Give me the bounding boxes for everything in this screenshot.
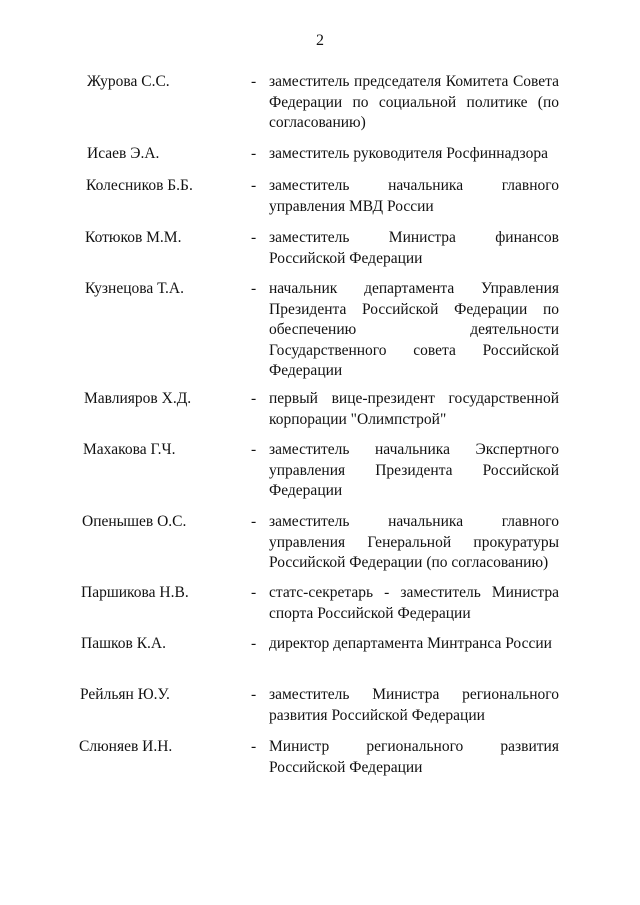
person-role: начальник департамента Управления Президента Российской Федерации по обеспечению деятельности Государственного совета Российской Федерации <box>269 280 559 379</box>
person-role: Министр регионального развития Российской Федерации <box>269 738 559 776</box>
person-role: заместитель начальника главного управления МВД России <box>269 177 559 215</box>
dash-separator: - <box>251 441 257 458</box>
person-name: Исаев Э.А. <box>87 145 160 162</box>
person-role: статс-секретарь - заместитель Министра спорта Российской Федерации <box>269 584 559 622</box>
person-name: Кузнецова Т.А. <box>85 280 184 297</box>
person-role: заместитель председателя Комитета Совета Федерации по социальной политике (по согласованию) <box>269 73 559 131</box>
dash-separator: - <box>251 73 257 90</box>
dash-separator: - <box>251 229 257 246</box>
person-name: Слюняев И.Н. <box>79 738 173 755</box>
person-role: заместитель Министра регионального развития Российской Федерации <box>269 686 559 724</box>
person-name: Махакова Г.Ч. <box>83 441 176 458</box>
person-name: Опенышев О.С. <box>82 513 187 530</box>
person-name: Котюков М.М. <box>85 229 182 246</box>
person-role: заместитель Министра финансов Российской Федерации <box>269 229 559 267</box>
dash-separator: - <box>251 513 257 530</box>
page-number: 2 <box>316 32 324 49</box>
person-name: Мавлияров Х.Д. <box>84 390 192 407</box>
person-name: Рейльян Ю.У. <box>80 686 170 703</box>
person-role: заместитель руководителя Росфиннадзора <box>269 145 548 162</box>
dash-separator: - <box>251 145 257 162</box>
dash-separator: - <box>251 280 257 297</box>
person-role: первый вице-президент государственной корпорации "Олимпстрой" <box>269 390 559 428</box>
person-role: заместитель начальника Экспертного управления Президента Российской Федерации <box>269 441 559 499</box>
person-name: Пашков К.А. <box>81 635 166 652</box>
dash-separator: - <box>251 635 257 652</box>
dash-separator: - <box>251 686 257 703</box>
dash-separator: - <box>251 177 257 194</box>
person-role: директор департамента Минтранса России <box>269 635 552 652</box>
dash-separator: - <box>251 738 257 755</box>
person-name: Колесников Б.Б. <box>86 177 193 194</box>
person-name: Паршикова Н.В. <box>81 584 189 601</box>
dash-separator: - <box>251 390 257 407</box>
person-name: Журова С.С. <box>87 73 170 90</box>
person-role: заместитель начальника главного управления Генеральной прокуратуры Российской Федерации (по согласованию) <box>269 513 559 571</box>
dash-separator: - <box>251 584 257 601</box>
